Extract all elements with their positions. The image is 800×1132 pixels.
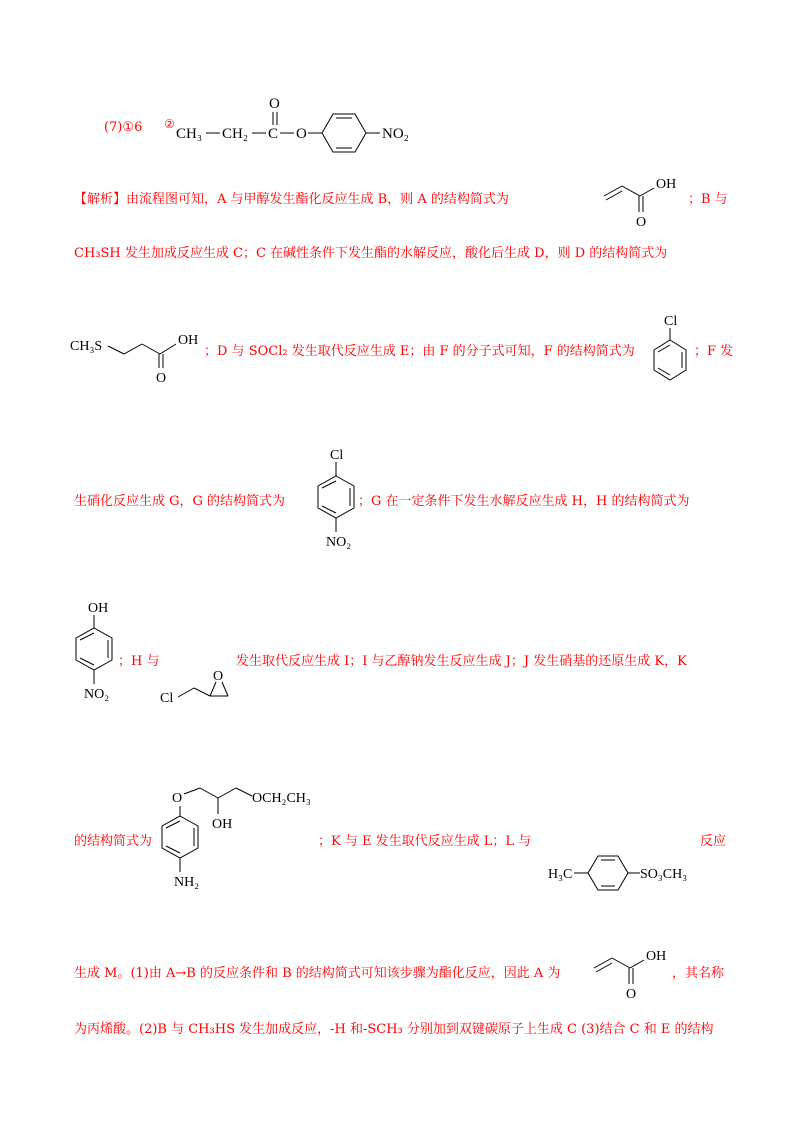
circled-2: ② — [164, 117, 175, 131]
ester-c: C — [268, 126, 279, 142]
ester-ch3: CH₃ — [176, 126, 203, 142]
answer-7-label: (7)①6 — [104, 120, 143, 135]
epi-o: O — [213, 669, 224, 684]
text-line-5a: ；H 与 — [118, 654, 160, 669]
d-acid-structure — [70, 318, 220, 388]
k-structure — [160, 780, 340, 896]
h-no2: NO₂ — [84, 687, 110, 702]
ester-ch2: CH₂ — [222, 126, 249, 142]
ester-no2: NO₂ — [382, 126, 409, 142]
k-o1: O — [172, 791, 183, 806]
text-line-3b: ；F 发 — [694, 344, 734, 359]
text-line-7a: 生成 M。(1)由 A→B 的反应条件和 B 的结构简式可知该步骤为酯化反应，因此 A 为 — [74, 966, 561, 981]
ester-o-top: O — [269, 96, 280, 112]
epi-cl: Cl — [160, 691, 174, 706]
text-line-6c: 反应 — [700, 834, 727, 849]
p-nitrophenol-structure — [68, 596, 128, 708]
epichlorohydrin-structure — [160, 660, 240, 710]
tos-h3c: H₃C — [548, 867, 573, 882]
acrylic-oh-2: OH — [646, 949, 667, 964]
text-line-6b: ；K 与 E 发生取代反应生成 L；L 与 — [318, 834, 532, 849]
text-line-1b: ；B 与 — [688, 192, 728, 207]
text-line-3a: ；D 与 SOCl₂ 发生取代反应生成 E；由 F 的分子式可知，F 的结构简式为 — [204, 344, 635, 359]
text-line-8: 为丙烯酸。(2)B 与 CH₃HS 发生加成反应，-H 和-SCH₃ 分别加到双键碳原子上生成 C (3)结合 C 和 E 的结构 — [74, 1022, 714, 1037]
chlorobenzene-structure — [648, 310, 698, 382]
acrylic-oh-1: OH — [656, 177, 677, 192]
g-no2: NO₂ — [326, 535, 352, 550]
tosylate-structure — [548, 846, 708, 894]
chlorobenzene-cl: Cl — [664, 314, 678, 329]
ester-structure — [176, 92, 436, 152]
k-nh2: NH₂ — [174, 875, 200, 890]
acrylic-acid-structure-1 — [602, 170, 682, 230]
k-och2ch3: OCH₂CH₃ — [252, 791, 311, 806]
acrylic-o-1: O — [636, 215, 647, 230]
text-line-4b: ；G 在一定条件下发生水解反应生成 H，H 的结构简式为 — [358, 494, 690, 509]
ester-o: O — [296, 126, 307, 142]
text-line-7b: ，其名称 — [672, 966, 725, 981]
d-o: O — [156, 371, 167, 386]
text-line-4a: 生硝化反应生成 G，G 的结构简式为 — [74, 494, 286, 509]
k-oh: OH — [212, 817, 233, 832]
text-line-1a: 【解析】由流程图可知，A 与甲醇发生酯化反应生成 B，则 A 的结构简式为 — [74, 192, 509, 207]
acrylic-acid-structure-2 — [592, 942, 672, 1002]
tos-so3ch3: SO₃CH₃ — [640, 867, 688, 882]
text-line-5b: 发生取代反应生成 I；I 与乙醇钠发生反应生成 J；J 发生硝基的还原生成 K，K — [236, 654, 687, 669]
text-line-2: CH₃SH 发生加成反应生成 C；C 在碱性条件下发生酯的水解反应，酸化后生成 D，则 D 的结构简式为 — [74, 246, 668, 261]
text-line-6a: 的结构简式为 — [74, 834, 153, 849]
d-oh: OH — [178, 333, 199, 348]
d-ch3s: CH₃S — [70, 339, 103, 354]
acrylic-o-2: O — [626, 987, 637, 1002]
g-cl: Cl — [330, 448, 344, 463]
h-oh: OH — [88, 601, 109, 616]
